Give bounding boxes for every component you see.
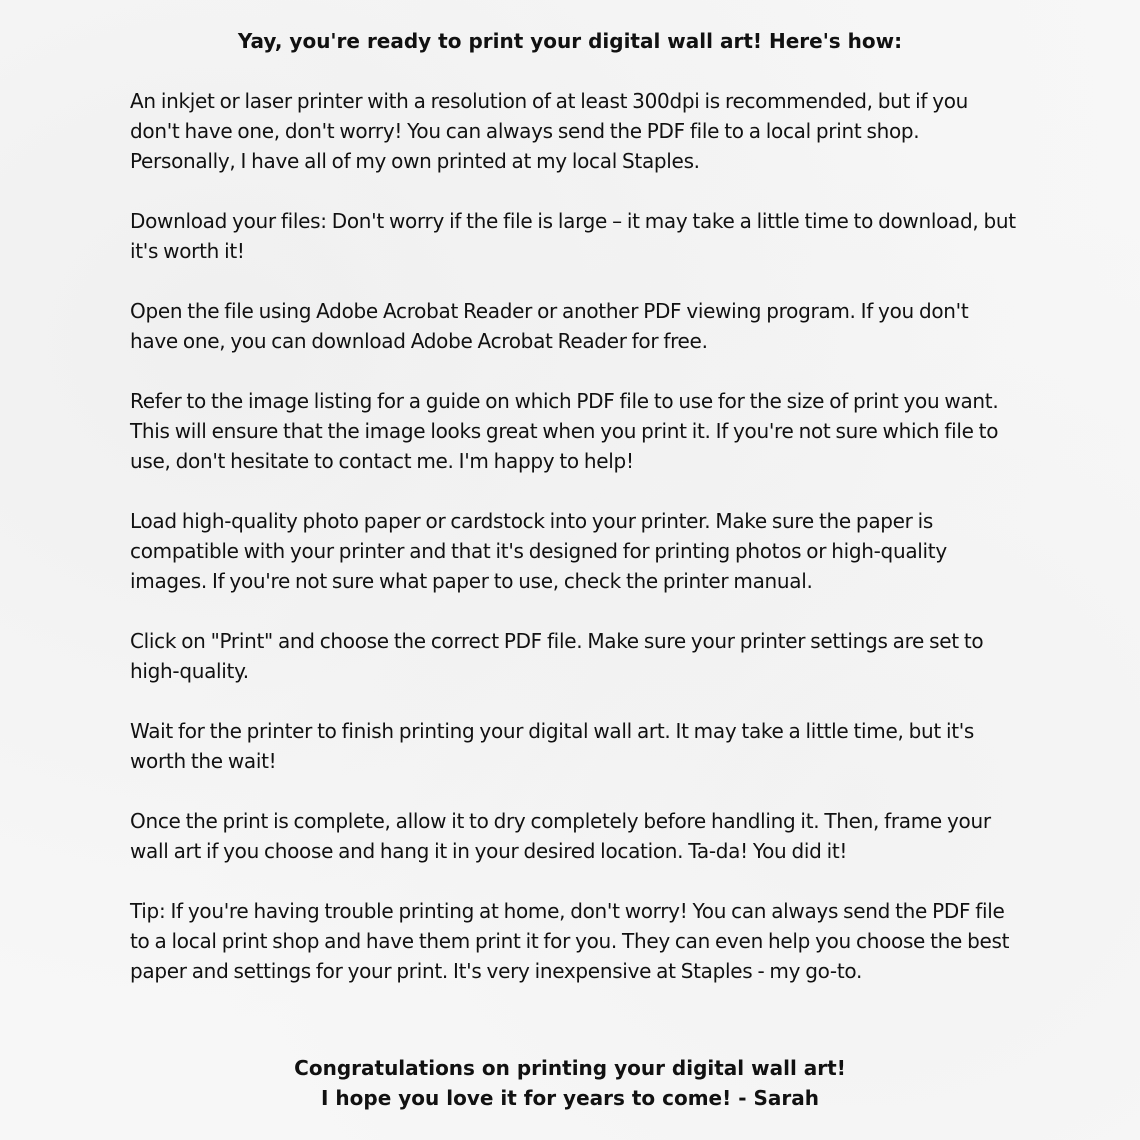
paragraph-click-print: Click on "Print" and choose the correct PDF file. Make sure your printer settings are set to high-quality.: [130, 629, 984, 683]
paragraph-download-files: Download your files: Don't worry if the file is large – it may take a little time to download, but it's worth it!: [130, 209, 1016, 263]
closing-line-congratulations: Congratulations on printing your digital wall art!: [294, 1056, 846, 1080]
instructions-body: [130, 86, 1020, 1016]
paragraph-printer-recommendation: An inkjet or laser printer with a resolution of at least 300dpi is recommended, but if you don't have one, don't worry! You can always send the PDF file to a local print shop. Personally, I have all of my own printed at my local Staples.: [130, 89, 969, 173]
paragraph-wait-for-printer: Wait for the printer to finish printing your digital wall art. It may take a little time, but it's worth the wait!: [130, 719, 975, 773]
paragraph-image-listing-guide: Refer to the image listing for a guide on which PDF file to use for the size of print you want. This will ensure that the image looks great when you print it. If you're not sure which file to use, don't hesitate to contact me. I'm happy to help!: [130, 389, 999, 473]
paragraph-dry-and-frame: Once the print is complete, allow it to dry completely before handling it. Then, frame your wall art if you choose and hang it in your desired location. Ta-da! You did it!: [130, 809, 991, 863]
page-title: Yay, you're ready to print your digital wall art! Here's how:: [237, 29, 903, 53]
closing-line-signoff: I hope you love it for years to come! - Sarah: [321, 1086, 819, 1110]
closing-message: [0, 1053, 1140, 1113]
paragraph-tip: Tip: If you're having trouble printing at home, don't worry! You can always send the PDF file to a local print shop and have them print it for you. They can even help you choose the best paper and settings for your print. It's very inexpensive at Staples - my go-to.: [130, 899, 1010, 983]
paragraph-open-file: Open the file using Adobe Acrobat Reader or another PDF viewing program. If you don't have one, you can download Adobe Acrobat Reader for free.: [130, 299, 969, 353]
paragraph-load-paper: Load high-quality photo paper or cardstock into your printer. Make sure the paper is compatible with your printer and that it's designed for printing photos or high-quality images. If you're not sure what paper to use, check the printer manual.: [130, 509, 947, 593]
